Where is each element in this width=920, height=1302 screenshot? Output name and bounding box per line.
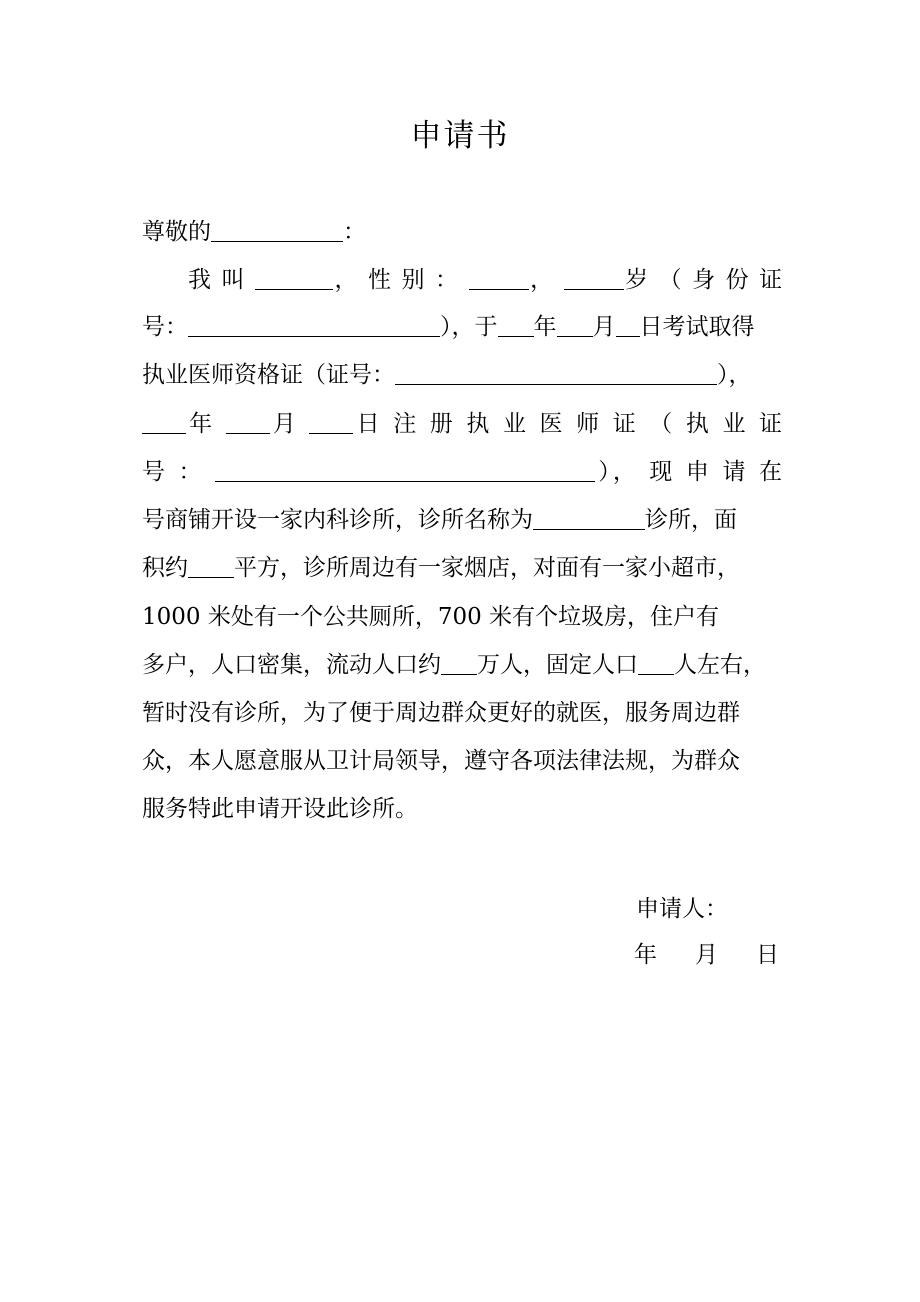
body-line-1 bbox=[188, 257, 782, 303]
body-line-3 bbox=[142, 352, 782, 398]
exam-prefix: ），于 bbox=[440, 314, 498, 340]
population-text: 万人，固定人口 bbox=[477, 652, 638, 678]
exam-year-blank bbox=[498, 309, 534, 337]
population-text: 多户，人口密集，流动人口约 bbox=[142, 652, 441, 678]
body-line-10: 暂时没有诊所，为了便于周边群众更好的就医，服务周边群 bbox=[142, 700, 740, 726]
clinic-suffix: 诊所，面 bbox=[645, 507, 737, 533]
reg-month-blank bbox=[226, 406, 270, 434]
body-line-9 bbox=[142, 642, 782, 688]
age-blank bbox=[564, 262, 624, 290]
salutation-suffix: ： bbox=[343, 219, 366, 245]
area-blank bbox=[188, 550, 234, 578]
body-line-11: 众，本人愿意服从卫计局领导，遵守各项法律法规，为群众 bbox=[142, 748, 740, 774]
body-line-12: 服务特此申请开设此诊所。 bbox=[142, 796, 418, 822]
floating-population-blank bbox=[441, 647, 477, 675]
area-suffix: 平方，诊所周边有一家烟店，对面有一家小超市， bbox=[234, 555, 740, 581]
comma: ， bbox=[332, 267, 360, 293]
id-number-blank bbox=[188, 309, 440, 337]
gender-blank bbox=[469, 262, 529, 290]
name-blank bbox=[255, 262, 333, 290]
license-label: 号 ： bbox=[142, 459, 205, 485]
document-title: 申请书 bbox=[410, 118, 510, 154]
applicant-label: 申请人： bbox=[636, 896, 728, 922]
reg-text: 日 注 册 执 业 医 师 证 （ 执 业 证 bbox=[353, 411, 783, 437]
gender-label: 性 别 ： bbox=[368, 267, 460, 293]
license-number-blank bbox=[215, 454, 595, 482]
sign-year: 年 bbox=[634, 942, 657, 968]
body-line-4 bbox=[142, 401, 782, 447]
year-label: 年 bbox=[533, 314, 557, 340]
sign-month: 月 bbox=[695, 942, 718, 968]
id-label: 号： bbox=[142, 314, 188, 340]
body-line-6 bbox=[142, 497, 782, 543]
signature-date bbox=[634, 933, 779, 977]
apply-text: ）， 现 申 请 在 bbox=[595, 459, 783, 485]
exam-day-blank bbox=[616, 309, 640, 337]
year-label: 年 bbox=[186, 411, 216, 437]
fixed-population-blank bbox=[638, 647, 674, 675]
cert-label: 执业医师资格证（证号： bbox=[142, 362, 395, 388]
reg-day-blank bbox=[309, 406, 353, 434]
age-unit: 岁 bbox=[623, 267, 650, 293]
reg-year-blank bbox=[142, 406, 186, 434]
body-line-2 bbox=[142, 304, 782, 350]
recipient-blank bbox=[211, 214, 343, 242]
cert-number-blank bbox=[395, 357, 717, 385]
body-line-7 bbox=[142, 545, 782, 591]
month-label: 月 bbox=[269, 411, 300, 437]
exam-month-blank bbox=[557, 309, 593, 337]
clinic-name-blank bbox=[533, 502, 645, 530]
id-open: （ 身 份 证 bbox=[658, 267, 783, 293]
body-line-5 bbox=[142, 449, 782, 495]
exam-suffix: 日考试取得 bbox=[639, 314, 755, 340]
salutation-prefix: 尊敬的 bbox=[142, 219, 211, 245]
body-line-8: 1000 米处有一个公共厕所，700 米有个垃圾房，住户有 bbox=[142, 604, 720, 630]
month-label: 月 bbox=[592, 314, 616, 340]
cert-close: ）， bbox=[717, 362, 752, 388]
sign-day: 日 bbox=[756, 942, 779, 968]
name-label: 我 叫 bbox=[188, 267, 247, 293]
population-text: 人左右， bbox=[674, 652, 766, 678]
area-prefix: 积约 bbox=[142, 555, 188, 581]
comma: ， bbox=[528, 267, 555, 293]
salutation-line bbox=[142, 209, 782, 255]
shop-text: 号商铺开设一家内科诊所，诊所名称为 bbox=[142, 507, 533, 533]
